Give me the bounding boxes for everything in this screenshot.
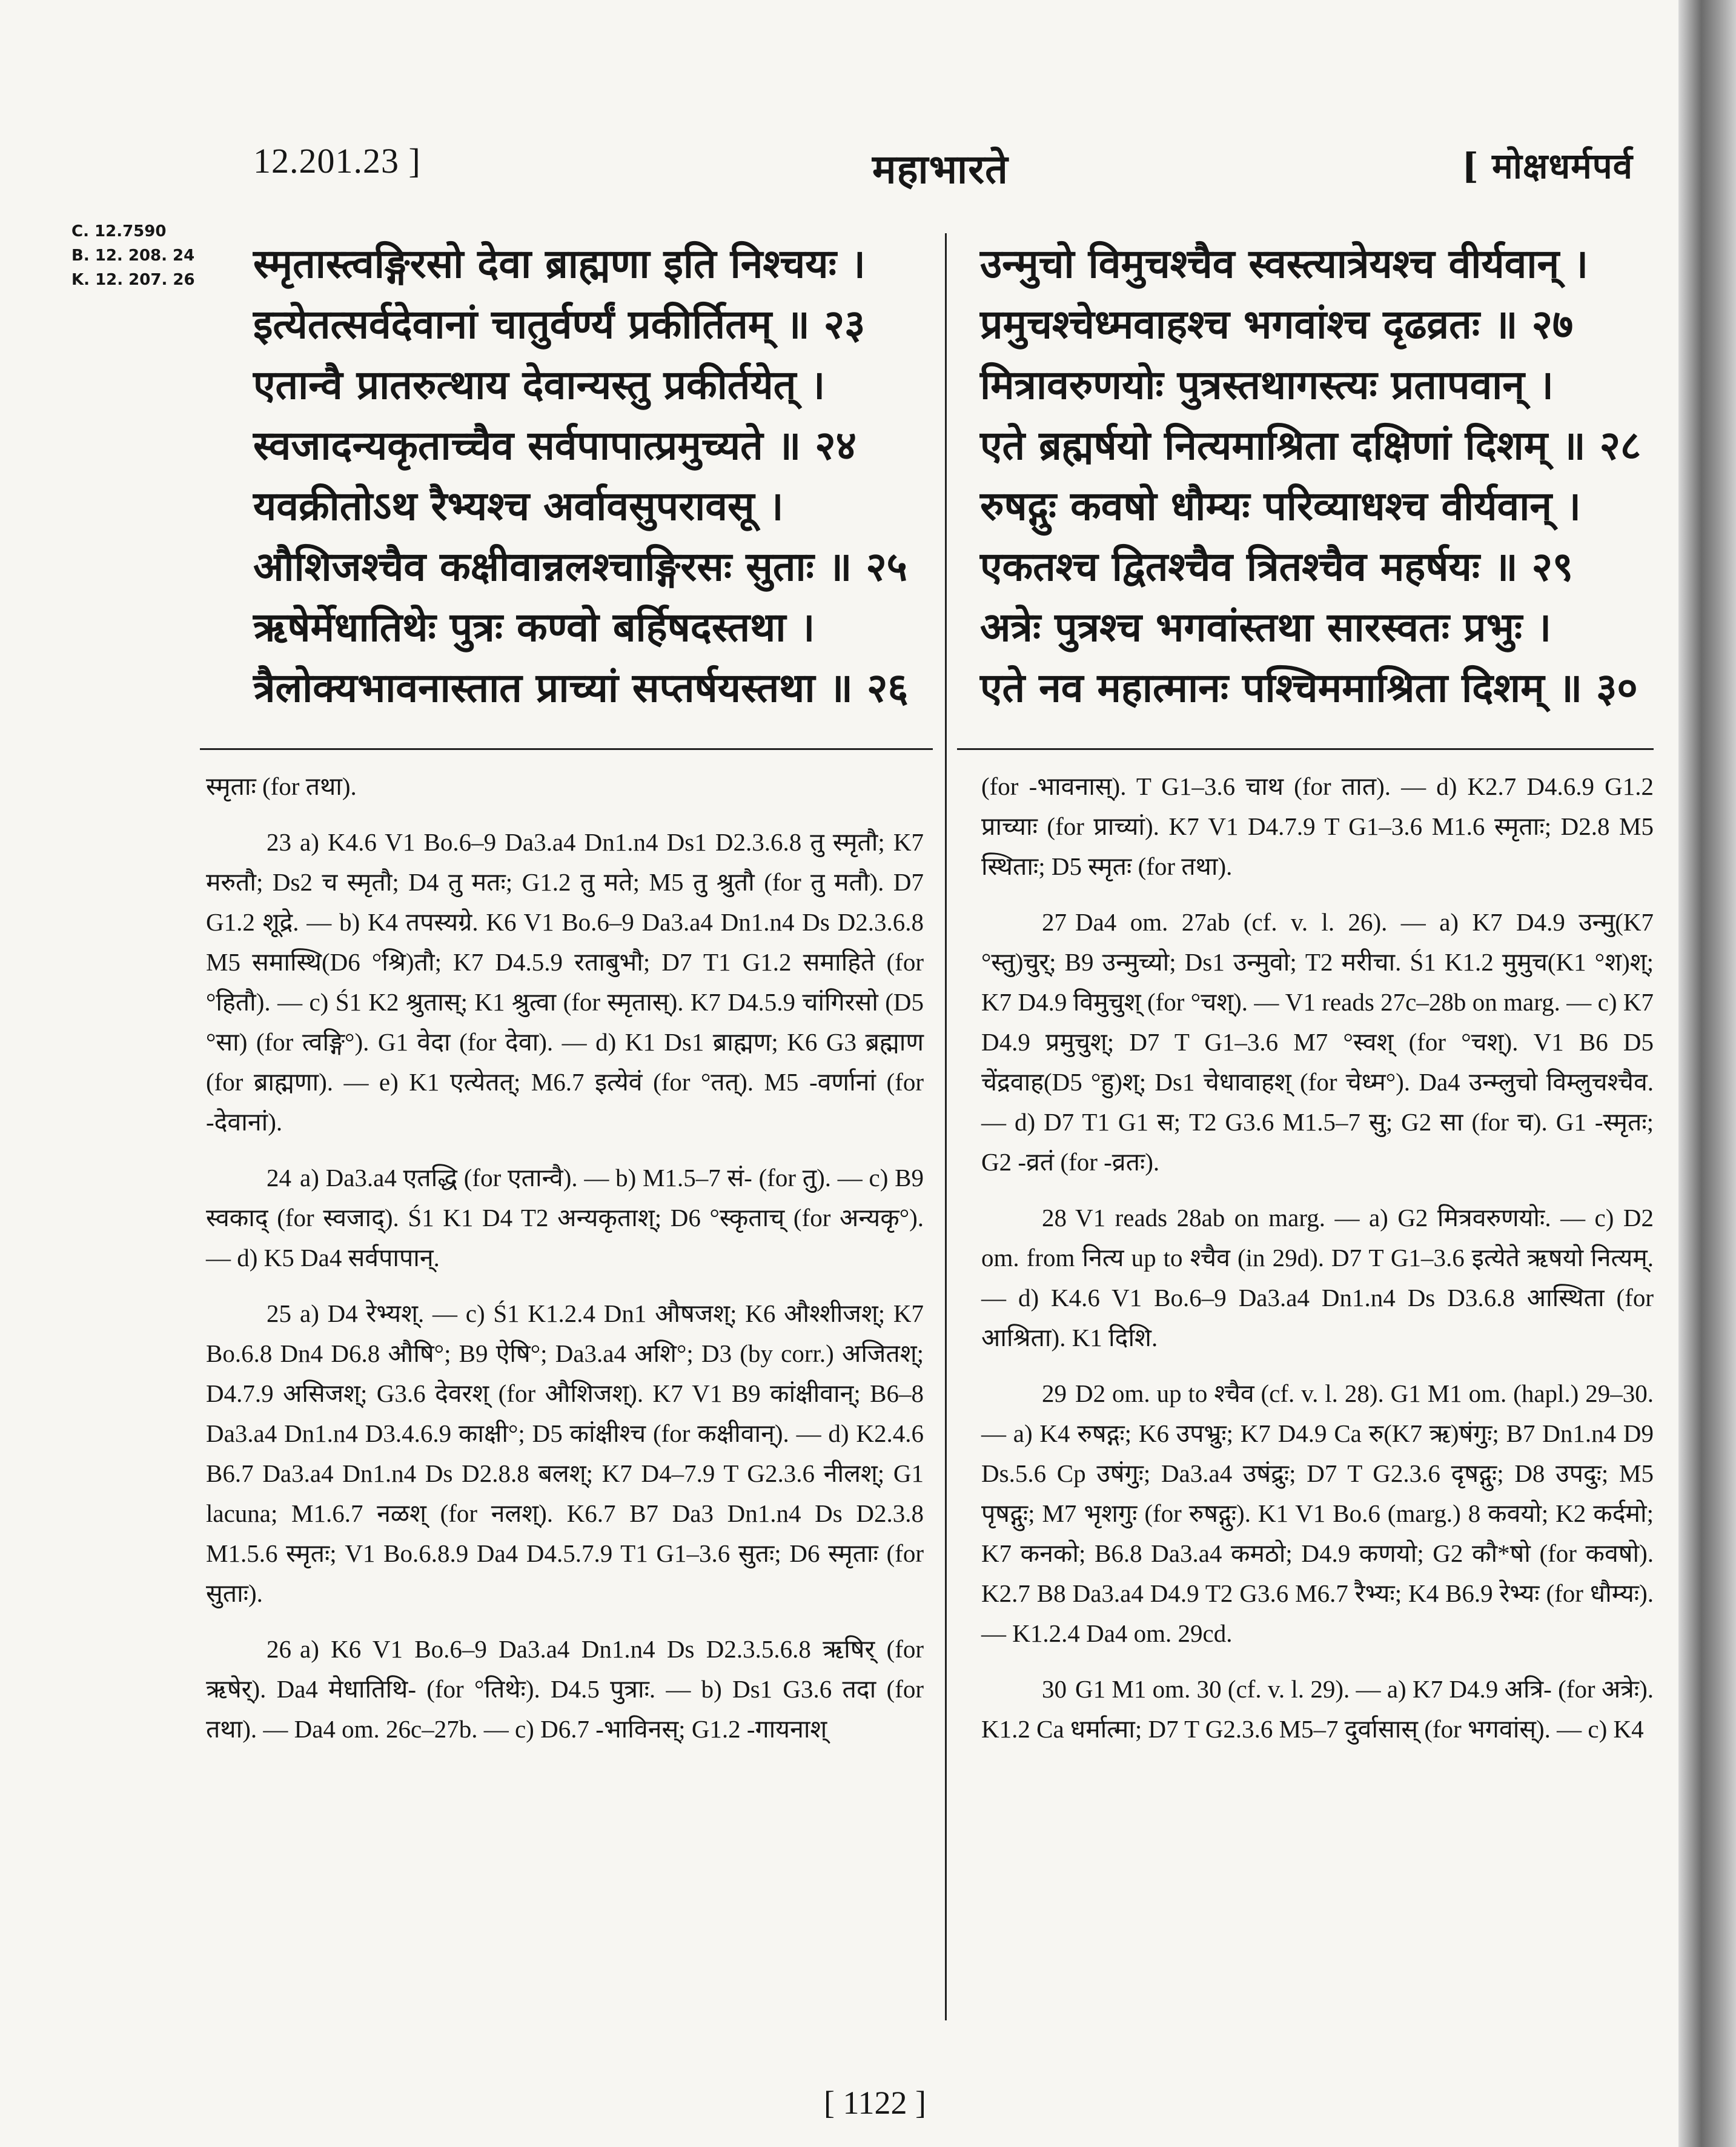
note-text: a) K4.6 V1 Bo.6–9 Da3.a4 Dn1.n4 Ds1 D2.3.6.8 तु स्मृतौ; K7 मरुतौ; Ds2 च स्मृतौ; D4 तु मतः; G1.2 तु मते; M5 तु श्रुतौ (for तु मतौ). D7 G1.2 शूद्रे. — b) K4 तपस्यग्रे. K6 V1 Bo.6–9 Da3.a4 Dn1.n4 Ds D2.3.6.8 M5 समास्थि(D6 °श्रि)तौ; K7 D4.5.9 रताबुभौ; D7 T1 G1.2 समाहिते (for °हितौ). — c) Ś1 K2 श्रुतास्; K1 श्रुत्वा (for स्मृतास्). K7 D4.5.9 चांगिरसो (D5 °सा) (for त्वङ्गि°). G1 वेदा (for देवा). — d) K1 Ds1 ब्राह्मण; K6 G3 ब्रह्माण (for ब्राह्मणा). — e) K1 एत्येतत्; M6.7 इत्येवं (for °तत्). M5 -वर्णानां (for -देवानां). — [206, 828, 924, 1136]
note-entry — [206, 1293, 924, 1613]
note-verse-number: 30 — [1042, 1675, 1067, 1703]
verse-line: मित्रावरुणयोः पुत्रस्तथागस्त्यः प्रतापवान् । — [980, 361, 1554, 408]
note-text: a) K6 V1 Bo.6–9 Da3.a4 Dn1.n4 Ds D2.3.5.6.8 ऋषिर् (for ऋषेर्). Da4 मेधातिथि- (for °तिथेः). D4.5 पुत्राः. — b) Ds1 G3.6 तदा (for तथा). — Da4 om. 26c–27b. — c) D6.7 -भाविनस्; G1.2 -गायनाश् — [206, 1635, 924, 1743]
verse-column-right — [980, 233, 1671, 718]
note-text: स्मृताः (for तथा). — [206, 772, 357, 800]
notes-rule-right — [957, 748, 1654, 750]
note-entry — [206, 1158, 924, 1278]
verse-line: प्रमुचश्चेध्मवाहश्च भगवांश्च दृढव्रतः ॥ २७ — [980, 300, 1574, 348]
verse-line: अत्रेः पुत्रश्च भगवांस्तथा सारस्वतः प्रभुः । — [980, 603, 1552, 651]
note-entry — [206, 822, 924, 1142]
verse-line: एते ब्रह्मर्षयो नित्यमाश्रिता दक्षिणां दिशम् ॥ २८ — [980, 422, 1642, 469]
verse-line: स्मृतास्त्वङ्गिरसो देवा ब्राह्मणा इति निश्चयः । — [253, 240, 866, 287]
note-verse-number: 27 — [1042, 908, 1067, 936]
note-text: Da4 om. 27ab (cf. v. l. 26). — a) K7 D4.9 उन्मु(K7 °स्तु)चुर्; B9 उन्मुच्यो; Ds1 उन्मुवो; T2 मरीचा. Ś1 K1.2 मुमुच(K1 °श)श्; K7 D4.9 विमुचुश् (for °चश्). — V1 reads 27c–28b on marg. — c) K7 D4.9 प्रमुचुश्; D7 T G1–3.6 M7 °स्वश् (for °चश्). V1 B6 D5 चेंद्रवाह(D5 °हु)श्; Ds1 चेधावाहश् (for चेध्म°). Da4 उन्म्लुचो विम्लुचश्चैव. — d) D7 T1 G1 स; T2 G3.6 M1.5–7 सु; G2 सा (for च). G1 -स्मृतः; G2 -व्रतं (for -व्रतः). — [981, 908, 1654, 1176]
verse-line: औशिजश्चैव कक्षीवान्नलश्चाङ्गिरसः सुताः ॥ २५ — [253, 543, 907, 590]
verse-line: ऋषेर्मेधातिथेः पुत्रः कण्वो बर्हिषदस्तथा । — [253, 603, 815, 651]
note-entry — [981, 1669, 1654, 1749]
verse-line: उन्मुचो विमुचश्चैव स्वस्त्यात्रेयश्च वीर्यवान् । — [980, 240, 1589, 287]
note-verse-number: 24 — [267, 1164, 291, 1192]
header-parva-name: [ मोक्षधर्मपर्व — [1462, 145, 1633, 187]
concordance-ref: C. 12.7590 — [71, 222, 167, 241]
column-divider — [945, 233, 947, 2020]
header-book-title: महाभारते — [872, 145, 1009, 193]
note-verse-number: 25 — [267, 1299, 291, 1327]
critical-notes-left — [206, 766, 924, 1765]
verse-line: एते नव महात्मानः पश्चिममाश्रिता दिशम् ॥ ३० — [980, 664, 1638, 711]
note-entry — [206, 766, 924, 806]
note-entry — [206, 1629, 924, 1749]
note-entry — [981, 902, 1654, 1182]
verse-line: रुषद्गुः कवषो धौम्यः परिव्याधश्च वीर्यवान् । — [980, 482, 1581, 529]
note-verse-number: 26 — [267, 1635, 291, 1663]
verse-line: त्रैलोक्यभावनास्तात प्राच्यां सप्तर्षयस्तथा ॥ २६ — [253, 664, 909, 711]
note-entry — [981, 766, 1654, 886]
page-number: [ 1122 ] — [824, 2085, 926, 2121]
note-entry — [981, 1198, 1654, 1358]
note-text: G1 M1 om. 30 (cf. v. l. 29). — a) K7 D4.9 अत्रि- (for अत्रेः). K1.2 Ca धर्मात्मा; D7 T G2.3.6 M5–7 दुर्वासास् (for भगवांस्). — c) K4 — [981, 1675, 1654, 1743]
note-text: V1 reads 28ab on marg. — a) G2 मित्रवरुणयोः. — c) D2 om. from नित्य up to श्चैव (in 29d). D7 T G1–3.6 इत्येते ऋषयो नित्यम्. — d) K4.6 V1 Bo.6–9 Da3.a4 Dn1.n4 Ds D3.6.8 आस्थिता (for आश्रिता). K1 दिशि. — [981, 1204, 1654, 1352]
header-verse-reference: 12.201.23 ] — [253, 141, 421, 181]
verse-line: यवक्रीतोऽथ रैभ्यश्च अर्वावसुपरावसू । — [253, 482, 784, 529]
note-entry — [981, 1373, 1654, 1653]
concordance-ref: B. 12. 208. 24 — [71, 247, 195, 265]
verse-column-left — [253, 233, 932, 718]
note-text: D2 om. up to श्चैव (cf. v. l. 28). G1 M1 om. (hapl.) 29–30. — a) K4 रुषद्गः; K6 उपभ्रुः; K7 D4.9 Ca रु(K7 ऋ)षंगुः; B7 Dn1.n4 D9 Ds.5.6 Cp उषंगुः; Da3.a4 उषंद्रुः; D7 T G2.3.6 दृषद्गुः; D8 उपदुः; M5 पृषद्गुः; M7 भृशगुः (for रुषद्गुः). K1 V1 Bo.6 (marg.) 8 कवयो; K2 कर्दमो; K7 कनको; B6.8 Da3.a4 कमठो; D4.9 कणयो; G2 कौ*षो (for कवषो). K2.7 B8 Da3.a4 D4.9 T2 G3.6 M6.7 रैभ्यः; K4 B6.9 रेभ्यः (for धौम्यः). — K1.2.4 Da4 om. 29cd. — [981, 1379, 1654, 1647]
verse-line: इत्येतत्सर्वदेवानां चातुर्वर्ण्यं प्रकीर्तितम् ॥ २३ — [253, 300, 866, 348]
verse-line: एकतश्च द्वितश्चैव त्रितश्चैव महर्षयः ॥ २९ — [980, 543, 1574, 590]
note-text: a) D4 रेभ्यश्. — c) Ś1 K1.2.4 Dn1 औषजश्; K6 औश्शीजश्; K7 Bo.6.8 Dn4 D6.8 औषि°; B9 ऐषि°; Da3.a4 अशि°; D3 (by corr.) अजितश्; D4.7.9 असिजश्; G3.6 देवरश् (for औशिजश्). K7 V1 B9 कांक्षीवान्; B6–8 Da3.a4 Dn1.n4 D3.4.6.9 काक्षी°; D5 कांक्षीश्च (for कक्षीवान्). — d) K2.4.6 B6.7 Da3.a4 Dn1.n4 Ds D2.8.8 बलश्; K7 D4–7.9 T G2.3.6 नीलश्; G1 lacuna; M1.6.7 नळश् (for नलश्). K6.7 B7 Da3 Dn1.n4 Ds D2.3.8 M1.5.6 स्मृतः; V1 Bo.6.8.9 Da4 D4.5.7.9 T1 G1–3.6 सुतः; D6 स्मृताः (for सुताः). — [206, 1299, 924, 1607]
note-text: a) Da3.a4 एतद्धि (for एतान्वै). — b) M1.5–7 सं- (for तु). — c) B9 स्वकाद् (for स्वजाद्). Ś1 K1 D4 T2 अन्यकृताश्; D6 °स्कृताच् (for अन्यकृ°). — d) K5 Da4 सर्वपापान्. — [206, 1164, 924, 1272]
note-verse-number: 28 — [1042, 1204, 1067, 1232]
scan-edge-shadow — [1678, 0, 1736, 2147]
note-text: (for -भावनास्). T G1–3.6 चाथ (for तात). — d) K2.7 D4.6.9 G1.2 प्राच्याः (for प्राच्यां). K7 V1 D4.7.9 T G1–3.6 M1.6 स्मृताः; D2.8 M5 स्थिताः; D5 स्मृतः (for तथा). — [981, 772, 1654, 880]
note-verse-number: 23 — [267, 828, 291, 856]
note-verse-number: 29 — [1042, 1379, 1067, 1407]
concordance-ref: K. 12. 207. 26 — [71, 271, 195, 289]
critical-notes-right — [981, 766, 1654, 1765]
verse-line: एतान्वै प्रातरुत्थाय देवान्यस्तु प्रकीर्तयेत् । — [253, 361, 826, 408]
concordance-references — [71, 219, 195, 292]
notes-rule-left — [200, 748, 933, 750]
verse-line: स्वजादन्यकृताच्चैव सर्वपापात्प्रमुच्यते ॥ २४ — [253, 422, 856, 469]
